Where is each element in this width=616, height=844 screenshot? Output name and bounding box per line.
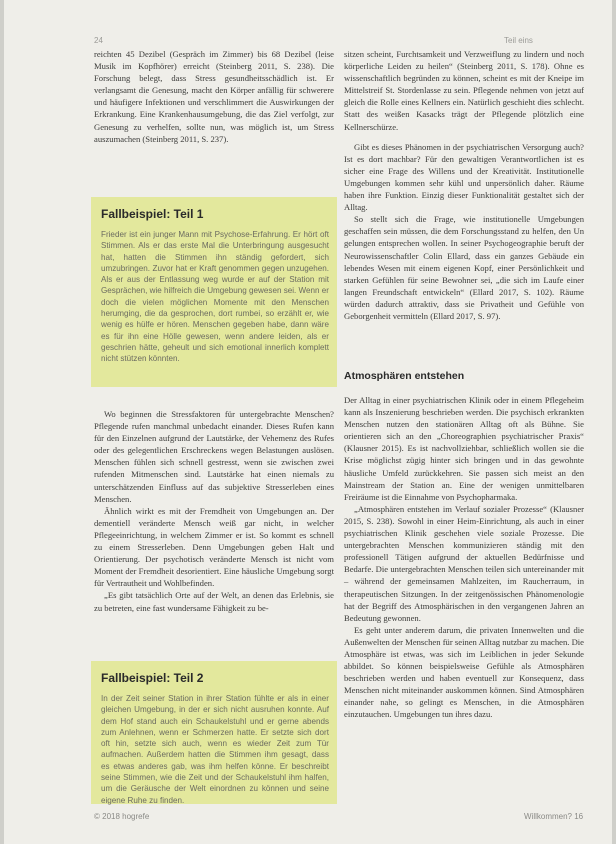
paragraph: Ähnlich wirkt es mit der Fremdheit von Umgebungen an. Der dementiell veränderte Mensch weiß gar nicht, in welcher Pflegeeinrichtung, in welchem Zimmer er ist. So kommt es schnell zu einem Stresserleben. Denn Umgebungen geben Halt und Orientierung. Der psychotisch veränderte Mensch ist nicht vom Moment der Fremdheit desorientiert. Eine häusliche Umgebung sorgt für Vertrautheit und Wohlbefinden.	[94, 505, 334, 589]
case-study-box-2	[91, 661, 337, 804]
right-column-bottom	[344, 394, 584, 721]
left-column-top	[94, 48, 334, 145]
case-study-text: Frieder ist ein junger Mann mit Psychose-Erfahrung. Er hört oft Stimmen. Als er das erste Mal die Unterbringung ausgesucht hat, hatten die Stimmen ihn ständig gefordert, sich umzubringen. Zuvor hat er Kraft genommen gegen unzugehen. Als er aus der Entlassung weg wurde er auf der Station mit Gesprächen, wie hilfreich die Umgebung gewesen sei. Wenn er doch die vielen möglichen Momente mit den Menschen herumging, die da gesprochen, dort rumbei, so erzählt er, wie wenig es hülfe er hören. Menschen gegeben habe, dann wäre es für ihn eine Hölle gewesen, wenn andere leiden, als er geschrien hätte, geheult und sich emotional innerlich komplett nicht stützen könnten.	[101, 230, 329, 364]
paragraph: Es geht unter anderem darum, die privaten Innenwelten und die Außenwelten der Menschen für seinen Alltag nutzbar zu machen. Die Atmosphäre ist etwas, was sich im Leiblichen in jeder Sekunde abbildet. So können beispielsweise Gefühle als Atmosphären beschrieben werden und haben eventuell zur Konsequenz, dass Menschen nicht miteinander auskommen können. Sind Atmosphären einander nahe, so gelingt es Menschen, in die Atmosphären einzutauchen. Umgebungen tun ihres dazu.	[344, 624, 584, 720]
running-header: Teil eins	[504, 36, 533, 45]
paragraph: „Atmosphären entstehen im Verlauf sozialer Prozesse“ (Klausner 2015, S. 238). Sowohl in einer Heim-Einrichtung, als auch in einer psychiatrischen Klinik geschehen viele soziale Prozesse. Die untergebrachten Menschen kommunizieren ständig mit den professionell Tätigen aufgrund der aktuellen Bedürfnisse und Bedarfe. Die untergebrachten Menschen teilen sich untereinander mit – während der gemeinsamen Mahlzeiten, im Raucherraum, in therapeutischen Sitzungen. In der zeitgenössischen Phänomenologie hat der Begriff des Atmosphärischen in den vergangenen Jahren an Bedeutung gewonnen.	[344, 503, 584, 623]
right-column-top	[344, 48, 584, 322]
paragraph: Gibt es dieses Phänomen in der psychiatrischen Versorgung auch? Ist es dort machbar? Für den gewaltigen Verantwortlichen ist es sicher eine Frage des Willens und der Kreativität. Institutionelle Umgebungen kommen sehr kühl und unpersönlich daher. Räume haben ihre Funktion. Einzig dieser Funktionalität gestaltet sich der Alltag.	[344, 141, 584, 213]
copyright-footer: © 2018 hogrefe	[94, 812, 150, 821]
case-study-box-1	[91, 197, 337, 387]
case-study-title: Fallbeispiel: Teil 1	[101, 207, 204, 221]
case-study-text: In der Zeit seiner Station in ihrer Station fühlte er als in einer gleichen Umgebung, in der er sich nicht ausruhen konnte. Auf dem Hof stand auch ein Schaukelstuhl und er gerne abends zum Anlehnen, wenn er Schmerzen hatte. Er setzte sich dort oft hin, setzte sich auch, wenn es wieder Zeit zum Tür aufmachen. Außerdem hatten die Stimmen ihm gesagt, dass es etwas anderes gab, was ihm helfen könne. Er beschreibt seine Stimmen, wie die Zeit und der Schaukelstuhl ihm halfen, um die Geräusche der Welt einordnen zu können und seine eigene Ruhe zu finden.	[101, 694, 329, 805]
book-page	[4, 0, 612, 844]
paragraph: Der Alltag in einer psychiatrischen Klinik oder in einem Pflegeheim kann als Inszenierung beschrieben werden. Die psychisch erkrankten Menschen nutzen den stationären Alltag oft als Bühne. Sie orientieren sich an den „Choreographien psychiatrischer Praxis“ (Klausner 2015). Es ist nachvollziehbar, schließlich wollen sie die Krise möglichst zügig hinter sich bringen und in das gewohnte häusliche Umfeld zurückkehren. Sie passen sich meist an den Mainstream der Station an. Eine der wenigen unmittelbaren Freiräume ist die Einnahme von Psychopharmaka.	[344, 395, 584, 502]
case-study-title: Fallbeispiel: Teil 2	[101, 671, 204, 685]
paragraph: reichten 45 Dezibel (Gespräch im Zimmer) bis 68 Dezibel (leise Musik im Kopfhörer) erreicht (Steinberg 2011, S. 238). Die Forschung belegt, dass Stress gesundheitsschädlich ist. Er verlangsamt die Genesung, macht den Körper anfällig für schwerere und häufigere Infektionen und verschlimmert die Auswirkungen der Erkrankung. Eine Krankenhausumgebung, die das Ziel verfolgt, zur Genesung zu verhelfen, sollte nun, was möglich ist, um Stress auszumachen (Steinberg 2011, S. 237).	[94, 49, 334, 144]
paragraph: „Es gibt tatsächlich Orte auf der Welt, an denen das Erlebnis, sie zu betreten, eine fast wundersame Fähigkeit zu be-	[94, 590, 334, 613]
paragraph: So stellt sich die Frage, wie institutionelle Umgebungen geschaffen sein müssen, die dem Forschungsstand zu helfen, den Un gelungen entsprechen wollen. In seiner Psychogeographie beruft der Neurowissenschaftler Colin Ellard, dass ein ganzes Gebäude ein lebendes Wesen mit einem eigenen Kopf, einer Persönlichkeit und starken Gefühlen für seine Bewohner sei, „die sich im Laufe einer langen Freundschaft entwickeln“ (Ellard 2017, S. 102). Räume würden dadurch attraktiv, dass sie Privatheit und Gefühle von Geborgenheit vermitteln (Ellard 2017, S. 97).	[344, 214, 584, 321]
page-number: 24	[94, 36, 103, 45]
left-column-middle	[94, 408, 334, 614]
section-heading: Atmosphären entstehen	[344, 370, 465, 382]
paragraph: Wo beginnen die Stressfaktoren für untergebrachte Menschen? Pflegende rufen manchmal unbedacht einander. Dieses Rufen kann für den Einzelnen aufgrund der Lautstärke, der Vehemenz des Rufes oder des gelegentlichen Erschreckens wegen Belastungen auslösen. Menschen fühlen sich schnell gestresst, wenn sie zwischen zwei rufenden Mitmenschen sind. Lautstärke hat einen niemals zu unterschätzenden Einfluss auf das subjektive Stresserleben eines Menschen.	[94, 409, 334, 504]
paragraph: sitzen scheint, Furchtsamkeit und Verzweiflung zu lindern und noch körperliche Leiden zu heilen“ (Steinberg 2011, S. 178). Ohne es wissenschaftlich begründen zu können, scheint es mit der Kneipe im Mittelstreif St. Stordenlasse zu sein. Pflegende nehmen von jetzt auf gleich die Rolle eines Kellners ein. Natürlich geschieht dies schlecht. Statt des weißen Kasacks trägt der Pflegende plötzlich eine Kellnerschürze.	[344, 49, 584, 132]
footer-right: Willkommen? 16	[524, 812, 584, 821]
